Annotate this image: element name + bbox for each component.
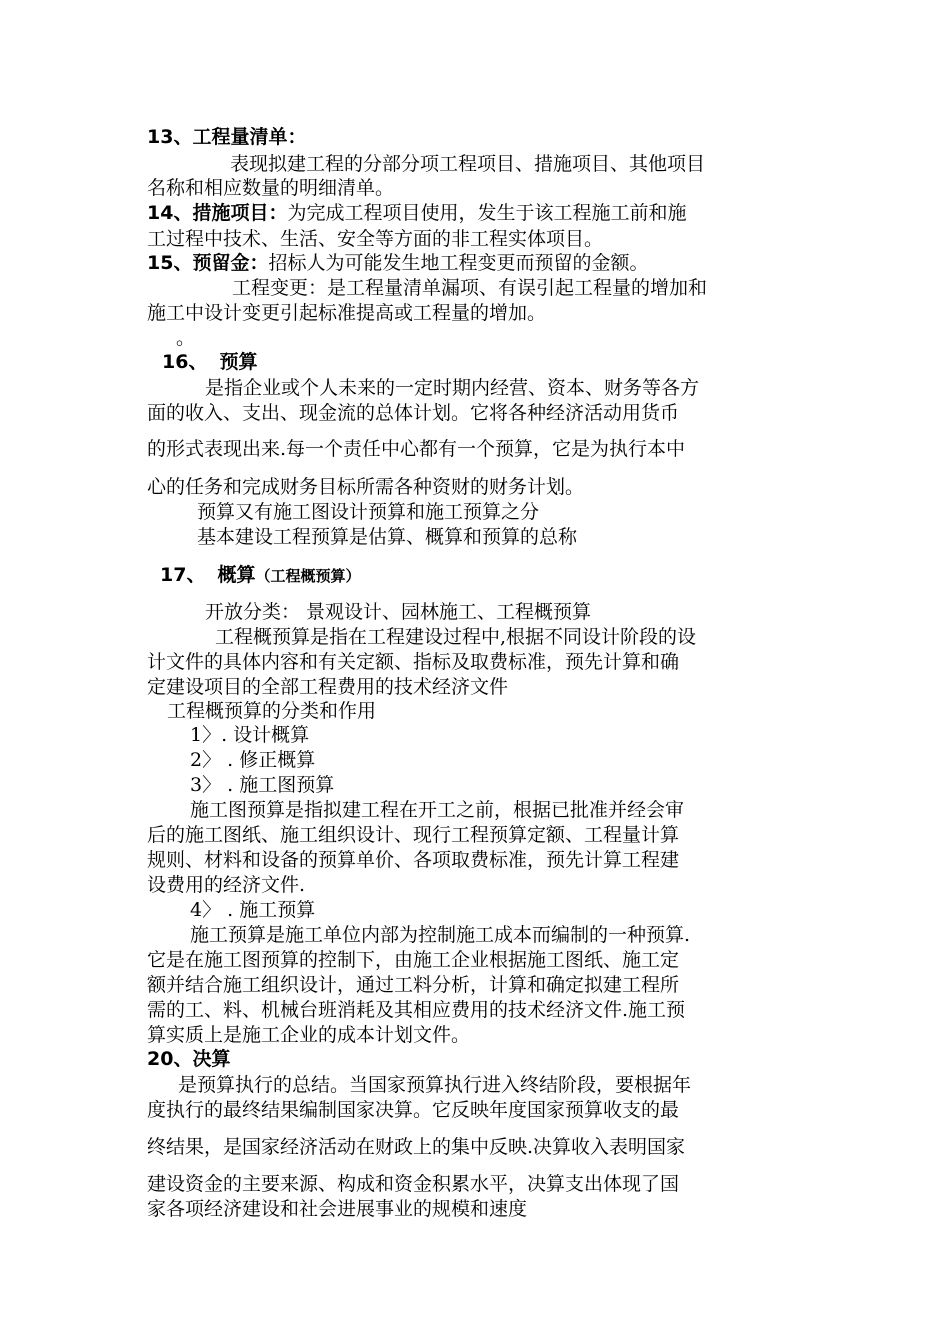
section-17-item-1: 1〉. 设计概算 xyxy=(190,724,310,746)
section-17-item-3-line-2: 后的施工图纸、施工组织设计、现行工程预算定额、工程量计算 xyxy=(147,824,680,846)
section-17-def-line-2: 计文件的具体内容和有关定额、指标及取费标准，预先计算和确 xyxy=(147,651,680,673)
section-15-change-line-1: 工程变更：是工程量清单漏项、有误引起工程量的增加和 xyxy=(232,277,708,299)
section-20-heading: 20、决算 xyxy=(147,1048,231,1070)
section-16-line-3: 的形式表现出来.每一个责任中心都有一个预算，它是为执行本中 xyxy=(147,438,686,460)
section-15-dot: 。 xyxy=(176,327,196,349)
section-17-category-title: 工程概预算的分类和作用 xyxy=(167,700,377,722)
section-15-change-line-2: 施工中设计变更引起标准提高或工程量的增加。 xyxy=(147,302,547,324)
section-20-line-4: 建设资金的主要来源、构成和资金积累水平，决算支出体现了国 xyxy=(147,1173,680,1195)
section-15-line-1 xyxy=(147,251,648,275)
section-17-item-4-line-4: 需的工、料、机械台班消耗及其相应费用的技术经济文件.施工预 xyxy=(147,999,686,1021)
section-16-number: 16、 xyxy=(162,351,208,373)
section-17-title: 概算 xyxy=(217,564,256,586)
section-13-line-1: 表现拟建工程的分部分项工程项目、措施项目、其他项目 xyxy=(230,153,706,175)
section-16-line-2: 面的收入、支出、现金流的总体计划。它将各种经济活动用货币 xyxy=(147,402,680,424)
section-17-item-4: 4〉 . 施工预算 xyxy=(190,899,316,921)
section-13-heading: 13、工程量清单： xyxy=(147,126,307,148)
section-14-line-1 xyxy=(147,201,686,225)
section-20-line-1: 是预算执行的总结。当国家预算执行进入终结阶段，要根据年 xyxy=(178,1074,692,1096)
section-17-item-3-line-4: 设费用的经济文件. xyxy=(147,874,306,896)
section-17-item-4-line-5: 算实质上是施工企业的成本计划文件。 xyxy=(147,1024,471,1046)
section-17-item-3-line-3: 规则、材料和设备的预算单价、各项取费标准，预先计算工程建 xyxy=(147,849,680,871)
section-17-item-4-line-2: 它是在施工图预算的控制下，由施工企业根据施工图纸、施工定 xyxy=(147,949,680,971)
section-17-item-3: 3〉 . 施工图预算 xyxy=(190,774,335,796)
section-14-body-1: 为完成工程项目使用，发生于该工程施工前和施 xyxy=(287,202,687,224)
section-17-open-category: 开放分类： 景观设计、园林施工、工程概预算 xyxy=(205,601,592,623)
section-17-item-4-line-3: 额并结合施工组织设计，通过工料分析，计算和确定拟建工程所 xyxy=(147,974,680,996)
section-20-line-3: 终结果，是国家经济活动在财政上的集中反映.决算收入表明国家 xyxy=(147,1136,686,1158)
section-16-line-4: 心的任务和完成财务目标所需各种资财的财务计划。 xyxy=(147,476,585,498)
section-14-term: 14、措施项目： xyxy=(147,202,288,224)
section-17-number: 17、 xyxy=(160,564,206,586)
section-16-heading xyxy=(162,350,257,374)
section-16-extra-2: 基本建设工程预算是估算、概算和预算的总称 xyxy=(197,526,578,548)
section-16-line-1: 是指企业或个人未来的一定时期内经营、资本、财务等各方 xyxy=(205,377,700,399)
section-17-def-line-1: 工程概预算是指在工程建设过程中,根据不同设计阶段的设 xyxy=(215,626,697,648)
section-20-line-2: 度执行的最终结果编制国家决算。它反映年度国家预算收支的最 xyxy=(147,1099,680,1121)
section-15-body: 招标人为可能发生地工程变更而预留的金额。 xyxy=(268,252,649,274)
section-17-item-3-line-1: 施工图预算是指拟建工程在开工之前，根据已批准并经会审 xyxy=(190,799,685,821)
section-16-extra-1: 预算又有施工图设计预算和施工预算之分 xyxy=(197,501,540,523)
section-17-subtitle: （工程概预算） xyxy=(255,567,361,585)
section-17-heading xyxy=(160,563,360,588)
section-17-item-4-line-1: 施工预算是施工单位内部为控制施工成本而编制的一种预算. xyxy=(190,924,691,946)
section-14-line-2: 工过程中技术、生活、安全等方面的非工程实体项目。 xyxy=(147,228,604,250)
section-15-term: 15、预留金： xyxy=(147,252,269,274)
section-20-line-5: 家各项经济建设和社会进展事业的规模和速度 xyxy=(147,1198,528,1220)
section-13-line-2: 名称和相应数量的明细清单。 xyxy=(147,177,395,199)
section-16-title: 预算 xyxy=(219,351,258,373)
section-17-def-line-3: 定建设项目的全部工程费用的技术经济文件 xyxy=(147,676,509,698)
section-17-item-2: 2〉 . 修正概算 xyxy=(190,749,316,771)
